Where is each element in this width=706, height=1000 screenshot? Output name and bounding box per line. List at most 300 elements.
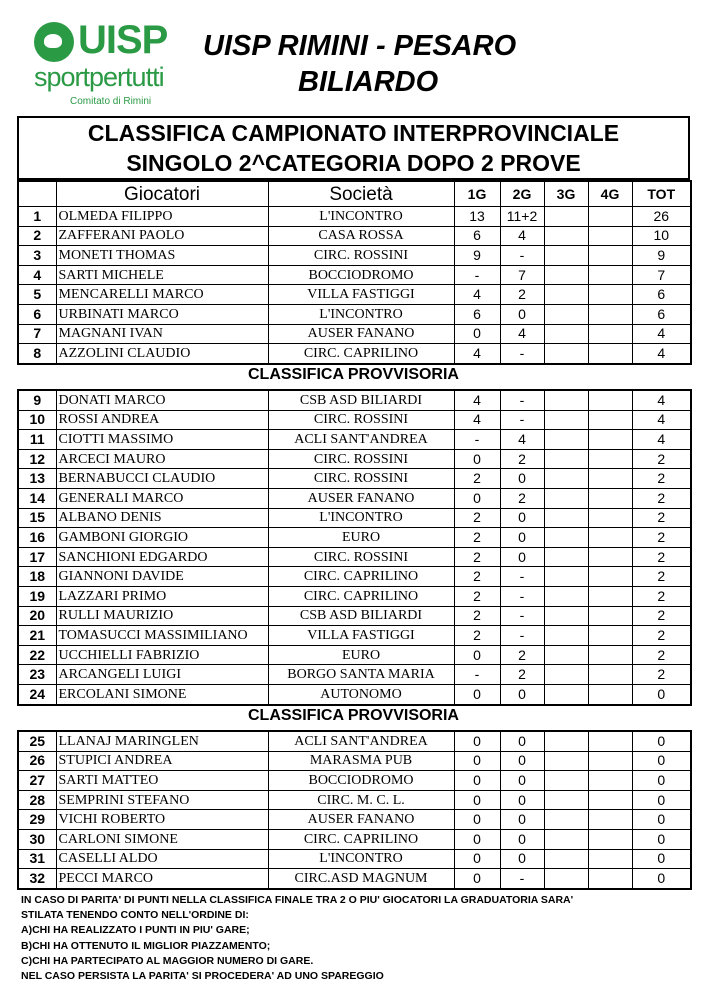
cell-2g: 0 — [500, 751, 544, 771]
cell-2g: 0 — [500, 849, 544, 869]
table-row — [18, 508, 691, 528]
cell-4g — [588, 665, 632, 685]
ranking-table-2 — [17, 389, 692, 706]
cell-3g — [544, 731, 588, 751]
cell-3g — [544, 207, 588, 227]
table-row — [18, 869, 691, 889]
cell-club: CIRC. ROSSINI — [268, 449, 454, 469]
cell-2g: 2 — [500, 488, 544, 508]
table-row — [18, 207, 691, 227]
cell-position: 1 — [18, 207, 56, 227]
cell-1g: 2 — [454, 528, 500, 548]
cell-1g: 4 — [454, 285, 500, 305]
cell-position: 9 — [18, 390, 56, 410]
cell-4g — [588, 469, 632, 489]
cell-position: 24 — [18, 684, 56, 704]
cell-4g — [588, 567, 632, 587]
cell-3g — [544, 449, 588, 469]
cell-total: 0 — [632, 771, 691, 791]
cell-total: 2 — [632, 606, 691, 626]
cell-2g: 2 — [500, 665, 544, 685]
table-row — [18, 567, 691, 587]
cell-position: 28 — [18, 790, 56, 810]
cell-club: CIRC. ROSSINI — [268, 246, 454, 266]
cell-total: 26 — [632, 207, 691, 227]
cell-1g: 2 — [454, 626, 500, 646]
cell-4g — [588, 849, 632, 869]
ranking-title-box — [17, 116, 690, 180]
cell-position: 22 — [18, 645, 56, 665]
cell-total: 0 — [632, 790, 691, 810]
header-2g: 2G — [500, 181, 544, 207]
cell-position: 18 — [18, 567, 56, 587]
cell-position: 19 — [18, 586, 56, 606]
cell-total: 2 — [632, 449, 691, 469]
cell-4g — [588, 586, 632, 606]
cell-1g: 0 — [454, 324, 500, 344]
cell-3g — [544, 390, 588, 410]
cell-2g: - — [500, 606, 544, 626]
uisp-logo — [32, 18, 182, 110]
cell-club: CSB ASD BILIARDI — [268, 606, 454, 626]
cell-4g — [588, 304, 632, 324]
cell-2g: - — [500, 344, 544, 364]
cell-4g — [588, 226, 632, 246]
cell-club: CIRC. CAPRILINO — [268, 586, 454, 606]
cell-club: EURO — [268, 645, 454, 665]
cell-player: ALBANO DENIS — [56, 508, 268, 528]
cell-club: CIRC. ROSSINI — [268, 547, 454, 567]
table-row — [18, 390, 691, 410]
cell-player: GENERALI MARCO — [56, 488, 268, 508]
cell-3g — [544, 410, 588, 430]
cell-2g: 0 — [500, 684, 544, 704]
cell-position: 8 — [18, 344, 56, 364]
cell-4g — [588, 771, 632, 791]
cell-position: 21 — [18, 626, 56, 646]
cell-4g — [588, 207, 632, 227]
cell-club: CIRC. ROSSINI — [268, 410, 454, 430]
cell-player: RULLI MAURIZIO — [56, 606, 268, 626]
cell-4g — [588, 684, 632, 704]
cell-3g — [544, 469, 588, 489]
cell-4g — [588, 731, 632, 751]
cell-1g: - — [454, 265, 500, 285]
table-row — [18, 731, 691, 751]
cell-player: SEMPRINI STEFANO — [56, 790, 268, 810]
cell-2g: 7 — [500, 265, 544, 285]
cell-player: SANCHIONI EDGARDO — [56, 547, 268, 567]
cell-player: ERCOLANI SIMONE — [56, 684, 268, 704]
cell-club: ACLI SANT'ANDREA — [268, 430, 454, 450]
cell-3g — [544, 344, 588, 364]
header-societa: Società — [268, 181, 454, 207]
cell-player: LLANAJ MARINGLEN — [56, 731, 268, 751]
table-row — [18, 665, 691, 685]
cell-1g: 9 — [454, 246, 500, 266]
cell-player: TOMASUCCI MASSIMILIANO — [56, 626, 268, 646]
cell-4g — [588, 829, 632, 849]
cell-position: 27 — [18, 771, 56, 791]
table-row — [18, 684, 691, 704]
cell-club: VILLA FASTIGGI — [268, 626, 454, 646]
ranking-category: SINGOLO 2^CATEGORIA DOPO 2 PROVE — [126, 150, 581, 176]
ranking-table-1 — [17, 180, 692, 365]
ranking-title: CLASSIFICA CAMPIONATO INTERPROVINCIALE — [87, 120, 620, 146]
cell-club: CSB ASD BILIARDI — [268, 390, 454, 410]
cell-3g — [544, 285, 588, 305]
cell-position: 30 — [18, 829, 56, 849]
cell-position: 13 — [18, 469, 56, 489]
cell-3g — [544, 684, 588, 704]
cell-4g — [588, 410, 632, 430]
cell-total: 4 — [632, 390, 691, 410]
cell-club: L'INCONTRO — [268, 304, 454, 324]
cell-position: 14 — [18, 488, 56, 508]
cell-player: BERNABUCCI CLAUDIO — [56, 469, 268, 489]
cell-club: AUTONOMO — [268, 684, 454, 704]
cell-total: 7 — [632, 265, 691, 285]
cell-1g: 0 — [454, 449, 500, 469]
cell-player: ARCANGELI LUIGI — [56, 665, 268, 685]
cell-player: GAMBONI GIORGIO — [56, 528, 268, 548]
cell-2g: 0 — [500, 508, 544, 528]
cell-player: DONATI MARCO — [56, 390, 268, 410]
cell-club: MARASMA PUB — [268, 751, 454, 771]
cell-3g — [544, 849, 588, 869]
cell-2g: 0 — [500, 771, 544, 791]
cell-4g — [588, 810, 632, 830]
table-row — [18, 849, 691, 869]
cell-1g: 2 — [454, 567, 500, 587]
header-4g: 4G — [588, 181, 632, 207]
table-row — [18, 469, 691, 489]
cell-4g — [588, 645, 632, 665]
cell-player: OLMEDA FILIPPO — [56, 207, 268, 227]
cell-total: 2 — [632, 508, 691, 528]
cell-club: AUSER FANANO — [268, 488, 454, 508]
cell-club: CIRC. M. C. L. — [268, 790, 454, 810]
cell-position: 17 — [18, 547, 56, 567]
cell-position: 3 — [18, 246, 56, 266]
cell-club: L'INCONTRO — [268, 207, 454, 227]
table-row — [18, 449, 691, 469]
cell-2g: - — [500, 390, 544, 410]
cell-total: 0 — [632, 684, 691, 704]
table-row — [18, 246, 691, 266]
cell-4g — [588, 508, 632, 528]
cell-3g — [544, 246, 588, 266]
table-row — [18, 626, 691, 646]
table-row — [18, 547, 691, 567]
cell-position: 4 — [18, 265, 56, 285]
table-row — [18, 285, 691, 305]
cell-1g: 0 — [454, 829, 500, 849]
cell-position: 20 — [18, 606, 56, 626]
cell-club: L'INCONTRO — [268, 849, 454, 869]
cell-player: MENCARELLI MARCO — [56, 285, 268, 305]
cell-1g: 2 — [454, 586, 500, 606]
cell-3g — [544, 626, 588, 646]
cell-player: UCCHIELLI FABRIZIO — [56, 645, 268, 665]
cell-1g: 4 — [454, 410, 500, 430]
footnote-line: B)CHI HA OTTENUTO IL MIGLIOR PIAZZAMENTO; — [21, 939, 271, 952]
cell-1g: 0 — [454, 488, 500, 508]
cell-club: ACLI SANT'ANDREA — [268, 731, 454, 751]
cell-total: 6 — [632, 304, 691, 324]
footnote-line: C)CHI HA PARTECIPATO AL MAGGIOR NUMERO DI GARE. — [21, 954, 314, 967]
table-row — [18, 488, 691, 508]
cell-3g — [544, 430, 588, 450]
cell-1g: 13 — [454, 207, 500, 227]
cell-4g — [588, 265, 632, 285]
cell-1g: 0 — [454, 771, 500, 791]
table-row — [18, 430, 691, 450]
cell-position: 26 — [18, 751, 56, 771]
cell-player: ARCECI MAURO — [56, 449, 268, 469]
cell-total: 0 — [632, 731, 691, 751]
header-pos — [18, 181, 56, 207]
cell-2g: - — [500, 869, 544, 889]
cell-position: 31 — [18, 849, 56, 869]
cell-player: STUPICI ANDREA — [56, 751, 268, 771]
cell-total: 0 — [632, 751, 691, 771]
cell-2g: - — [500, 246, 544, 266]
cell-1g: 4 — [454, 390, 500, 410]
cell-player: ROSSI ANDREA — [56, 410, 268, 430]
cell-club: BOCCIODROMO — [268, 771, 454, 791]
cell-4g — [588, 344, 632, 364]
cell-1g: 2 — [454, 547, 500, 567]
footnote-line: IN CASO DI PARITA' DI PUNTI NELLA CLASSIFICA FINALE TRA 2 O PIU' GIOCATORI LA GRADUATORIA SARA' — [21, 894, 574, 906]
cell-4g — [588, 626, 632, 646]
cell-2g: 11+2 — [500, 207, 544, 227]
group-2-subtitle: CLASSIFICA PROVVISORIA — [248, 366, 459, 383]
cell-3g — [544, 829, 588, 849]
cell-total: 2 — [632, 645, 691, 665]
cell-1g: - — [454, 430, 500, 450]
table-row — [18, 265, 691, 285]
cell-3g — [544, 645, 588, 665]
cell-position: 15 — [18, 508, 56, 528]
cell-player: URBINATI MARCO — [56, 304, 268, 324]
cell-position: 6 — [18, 304, 56, 324]
ball-icon — [34, 22, 74, 62]
cell-2g: 0 — [500, 469, 544, 489]
cell-1g: 6 — [454, 226, 500, 246]
cell-total: 2 — [632, 665, 691, 685]
cell-position: 10 — [18, 410, 56, 430]
header-tot: TOT — [632, 181, 691, 207]
cell-club: AUSER FANANO — [268, 324, 454, 344]
cell-2g: 4 — [500, 324, 544, 344]
cell-total: 2 — [632, 528, 691, 548]
cell-3g — [544, 324, 588, 344]
table-row — [18, 586, 691, 606]
cell-4g — [588, 449, 632, 469]
cell-player: GIANNONI DAVIDE — [56, 567, 268, 587]
cell-1g: 2 — [454, 469, 500, 489]
cell-4g — [588, 790, 632, 810]
cell-2g: - — [500, 410, 544, 430]
cell-total: 0 — [632, 810, 691, 830]
cell-1g: 0 — [454, 790, 500, 810]
table-row — [18, 645, 691, 665]
table-row — [18, 324, 691, 344]
table-row — [18, 344, 691, 364]
cell-1g: 0 — [454, 869, 500, 889]
cell-4g — [588, 285, 632, 305]
cell-3g — [544, 665, 588, 685]
footnote-line: NEL CASO PERSISTA LA PARITA' SI PROCEDERA' AD UNO SPAREGGIO — [21, 970, 384, 983]
cell-4g — [588, 324, 632, 344]
cell-total: 4 — [632, 410, 691, 430]
cell-total: 2 — [632, 469, 691, 489]
cell-total: 2 — [632, 567, 691, 587]
cell-club: BORGO SANTA MARIA — [268, 665, 454, 685]
cell-1g: - — [454, 665, 500, 685]
table-row — [18, 751, 691, 771]
cell-total: 9 — [632, 246, 691, 266]
cell-1g: 0 — [454, 645, 500, 665]
cell-2g: 0 — [500, 810, 544, 830]
cell-position: 16 — [18, 528, 56, 548]
table-row — [18, 829, 691, 849]
cell-total: 0 — [632, 829, 691, 849]
cell-club: CIRC. ROSSINI — [268, 469, 454, 489]
cell-player: CASELLI ALDO — [56, 849, 268, 869]
cell-3g — [544, 771, 588, 791]
cell-player: MONETI THOMAS — [56, 246, 268, 266]
cell-player: CIOTTI MASSIMO — [56, 430, 268, 450]
cell-2g: - — [500, 567, 544, 587]
cell-2g: 4 — [500, 430, 544, 450]
cell-total: 4 — [632, 430, 691, 450]
cell-1g: 0 — [454, 751, 500, 771]
table-header-row — [18, 181, 691, 207]
cell-club: VILLA FASTIGGI — [268, 285, 454, 305]
table-row — [18, 606, 691, 626]
ranking-table-3 — [17, 730, 692, 890]
cell-3g — [544, 528, 588, 548]
header-giocatori: Giocatori — [56, 181, 268, 207]
cell-3g — [544, 790, 588, 810]
logo-committee: Comitato di Rimini — [70, 96, 152, 107]
cell-total: 2 — [632, 547, 691, 567]
cell-club: CIRC. CAPRILINO — [268, 344, 454, 364]
cell-3g — [544, 606, 588, 626]
cell-3g — [544, 508, 588, 528]
table-row — [18, 304, 691, 324]
cell-1g: 0 — [454, 849, 500, 869]
cell-3g — [544, 586, 588, 606]
cell-player: LAZZARI PRIMO — [56, 586, 268, 606]
cell-total: 6 — [632, 285, 691, 305]
cell-player: AZZOLINI CLAUDIO — [56, 344, 268, 364]
cell-player: SARTI MICHELE — [56, 265, 268, 285]
cell-club: EURO — [268, 528, 454, 548]
cell-player: VICHI ROBERTO — [56, 810, 268, 830]
tiebreak-footnote — [21, 893, 573, 984]
cell-1g: 2 — [454, 508, 500, 528]
cell-total: 10 — [632, 226, 691, 246]
cell-position: 5 — [18, 285, 56, 305]
cell-player: ZAFFERANI PAOLO — [56, 226, 268, 246]
cell-total: 2 — [632, 586, 691, 606]
cell-1g: 6 — [454, 304, 500, 324]
cell-2g: 4 — [500, 226, 544, 246]
cell-club: CIRC.ASD MAGNUM — [268, 869, 454, 889]
cell-3g — [544, 488, 588, 508]
cell-2g: 2 — [500, 285, 544, 305]
cell-player: MAGNANI IVAN — [56, 324, 268, 344]
cell-1g: 0 — [454, 731, 500, 751]
cell-2g: 0 — [500, 547, 544, 567]
cell-club: CASA ROSSA — [268, 226, 454, 246]
cell-player: PECCI MARCO — [56, 869, 268, 889]
group-3-subtitle: CLASSIFICA PROVVISORIA — [248, 707, 459, 724]
cell-total: 2 — [632, 488, 691, 508]
cell-position: 32 — [18, 869, 56, 889]
cell-2g: 0 — [500, 790, 544, 810]
page-title: UISP RIMINI - PESARO — [203, 30, 517, 62]
cell-1g: 4 — [454, 344, 500, 364]
table-row — [18, 810, 691, 830]
cell-3g — [544, 567, 588, 587]
logo-brand: UISP — [78, 18, 168, 62]
cell-2g: 0 — [500, 829, 544, 849]
cell-position: 25 — [18, 731, 56, 751]
cell-3g — [544, 226, 588, 246]
logo-tagline: sportpertutti — [34, 62, 164, 92]
cell-3g — [544, 547, 588, 567]
cell-club: CIRC. CAPRILINO — [268, 567, 454, 587]
cell-4g — [588, 606, 632, 626]
cell-total: 2 — [632, 626, 691, 646]
cell-1g: 0 — [454, 810, 500, 830]
header-1g: 1G — [454, 181, 500, 207]
cell-4g — [588, 751, 632, 771]
cell-position: 7 — [18, 324, 56, 344]
cell-2g: 0 — [500, 528, 544, 548]
cell-club: BOCCIODROMO — [268, 265, 454, 285]
cell-3g — [544, 751, 588, 771]
cell-2g: 2 — [500, 645, 544, 665]
table-row — [18, 226, 691, 246]
cell-3g — [544, 869, 588, 889]
cell-total: 4 — [632, 344, 691, 364]
cell-2g: - — [500, 586, 544, 606]
footnote-line: A)CHI HA REALIZZATO I PUNTI IN PIU' GARE; — [21, 924, 250, 937]
table-row — [18, 790, 691, 810]
cell-position: 12 — [18, 449, 56, 469]
table-row — [18, 410, 691, 430]
cell-4g — [588, 547, 632, 567]
cell-total: 0 — [632, 869, 691, 889]
cell-club: AUSER FANANO — [268, 810, 454, 830]
cell-3g — [544, 304, 588, 324]
cell-4g — [588, 430, 632, 450]
cell-total: 0 — [632, 849, 691, 869]
cell-4g — [588, 246, 632, 266]
cell-2g: 0 — [500, 304, 544, 324]
cell-3g — [544, 810, 588, 830]
header-3g: 3G — [544, 181, 588, 207]
table-row — [18, 528, 691, 548]
cell-club: CIRC. CAPRILINO — [268, 829, 454, 849]
page-subtitle: BILIARDO — [298, 66, 439, 98]
cell-3g — [544, 265, 588, 285]
